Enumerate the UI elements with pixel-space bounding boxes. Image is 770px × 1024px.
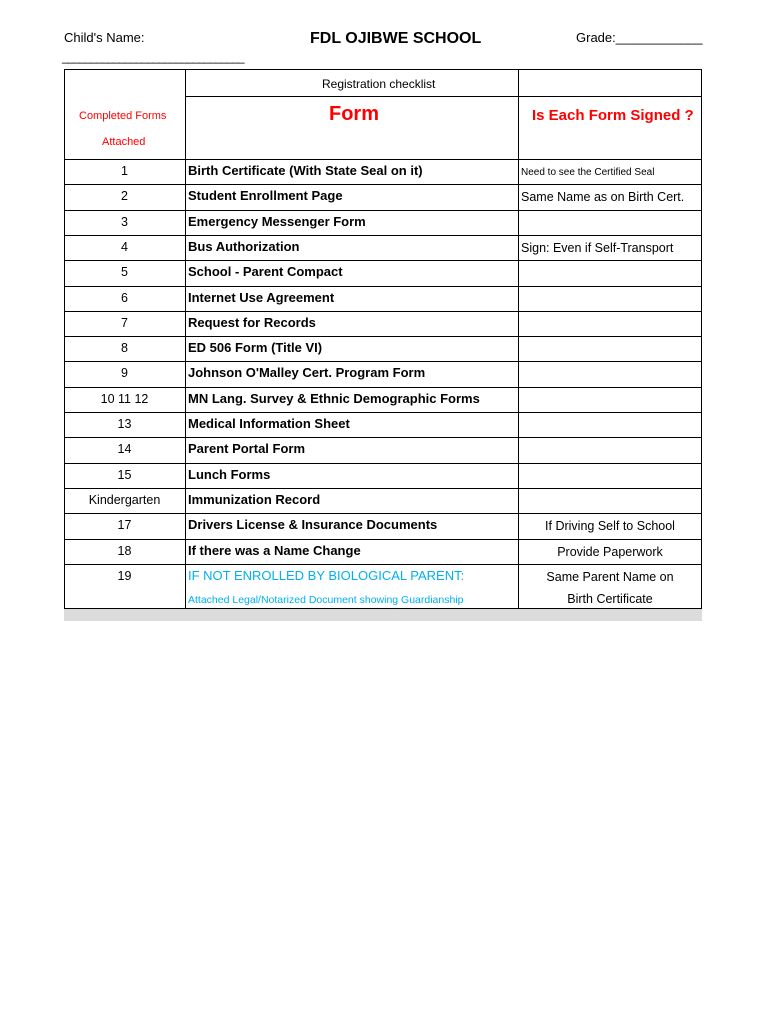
row-number: 17 <box>117 518 132 532</box>
row-number: 1 <box>121 164 128 178</box>
row-form-name: Medical Information Sheet <box>188 416 350 431</box>
column-divider-1 <box>185 69 186 609</box>
child-name-blank-line: ________________________________ <box>62 50 244 64</box>
row-signature-note: If Driving Self to School <box>545 519 675 533</box>
row-signature-note: Same Name as on Birth Cert. <box>521 190 685 204</box>
row-number: 3 <box>121 215 128 229</box>
row-separator <box>64 210 702 211</box>
row-form-name: Lunch Forms <box>188 467 271 482</box>
guardianship-note: Attached Legal/Notarized Document showing Guardianship <box>188 594 464 606</box>
row-separator <box>64 260 702 261</box>
row-number: 19 <box>117 569 132 583</box>
row-form-name: Birth Certificate (With State Seal on it) <box>188 163 423 178</box>
row-separator <box>64 387 702 388</box>
row-separator <box>64 159 702 160</box>
row-separator <box>64 564 702 565</box>
row-number: 13 <box>117 417 132 431</box>
form-column-header: Form <box>329 103 379 125</box>
row-signature-note: Provide Paperwork <box>557 545 663 559</box>
row-separator <box>64 336 702 337</box>
row-form-name: ED 506 Form (Title VI) <box>188 340 323 355</box>
row-form-name: IF NOT ENROLLED BY BIOLOGICAL PARENT: <box>188 568 465 583</box>
row-number: 10 11 12 <box>100 392 149 406</box>
row-form-name: Immunization Record <box>188 492 321 507</box>
row-separator <box>64 437 702 438</box>
guardianship-signed-note: Birth Certificate <box>567 592 653 606</box>
table-right-border <box>701 69 702 609</box>
registration-checklist-table <box>64 69 702 609</box>
row-form-name: Emergency Messenger Form <box>188 214 366 229</box>
row-separator <box>64 361 702 362</box>
row-separator <box>64 235 702 236</box>
row-number: 4 <box>121 240 128 254</box>
row-form-name: Internet Use Agreement <box>188 290 335 305</box>
row-number: 5 <box>121 265 128 279</box>
row-form-name: School - Parent Compact <box>188 264 343 279</box>
completed-forms-label: Completed Forms <box>79 110 167 122</box>
row-separator <box>64 286 702 287</box>
row-form-name: Student Enrollment Page <box>188 188 343 203</box>
row-number: 2 <box>121 189 128 203</box>
school-title: FDL OJIBWE SCHOOL <box>310 30 482 47</box>
row-form-name: Request for Records <box>188 315 316 330</box>
row-separator <box>64 311 702 312</box>
row-number: 14 <box>117 442 132 456</box>
checklist-title: Registration checklist <box>322 77 436 91</box>
row-separator <box>64 539 702 540</box>
signed-column-header: Is Each Form Signed ? <box>532 107 694 124</box>
row-form-name: Drivers License & Insurance Documents <box>188 517 438 532</box>
attached-label: Attached <box>102 136 146 148</box>
row-number: 8 <box>121 341 128 355</box>
row-form-name: If there was a Name Change <box>188 543 361 558</box>
row-separator <box>64 513 702 514</box>
row-number: 18 <box>117 544 132 558</box>
row-separator <box>64 488 702 489</box>
row-signature-note: Need to see the Certified Seal <box>521 167 655 178</box>
row-form-name: Johnson O'Malley Cert. Program Form <box>188 365 426 380</box>
row-number: Kindergarten <box>88 493 161 507</box>
row-form-name: Parent Portal Form <box>188 441 306 456</box>
grade-label: Grade:____________ <box>576 30 703 45</box>
header-separator <box>185 96 702 97</box>
row-number: 15 <box>117 468 132 482</box>
row-signature-note: Same Parent Name on <box>546 570 674 584</box>
row-form-name: MN Lang. Survey & Ethnic Demographic Forms <box>188 391 480 406</box>
row-number: 9 <box>121 366 128 380</box>
row-number: 6 <box>121 291 128 305</box>
row-form-name: Bus Authorization <box>188 239 300 254</box>
row-separator <box>64 463 702 464</box>
row-signature-note: Sign: Even if Self-Transport <box>521 241 674 255</box>
child-name-label: Child's Name: <box>64 30 145 45</box>
table-top-border <box>64 69 702 70</box>
table-shadow <box>64 609 702 621</box>
row-number: 7 <box>121 316 128 330</box>
row-separator <box>64 412 702 413</box>
row-separator <box>64 184 702 185</box>
